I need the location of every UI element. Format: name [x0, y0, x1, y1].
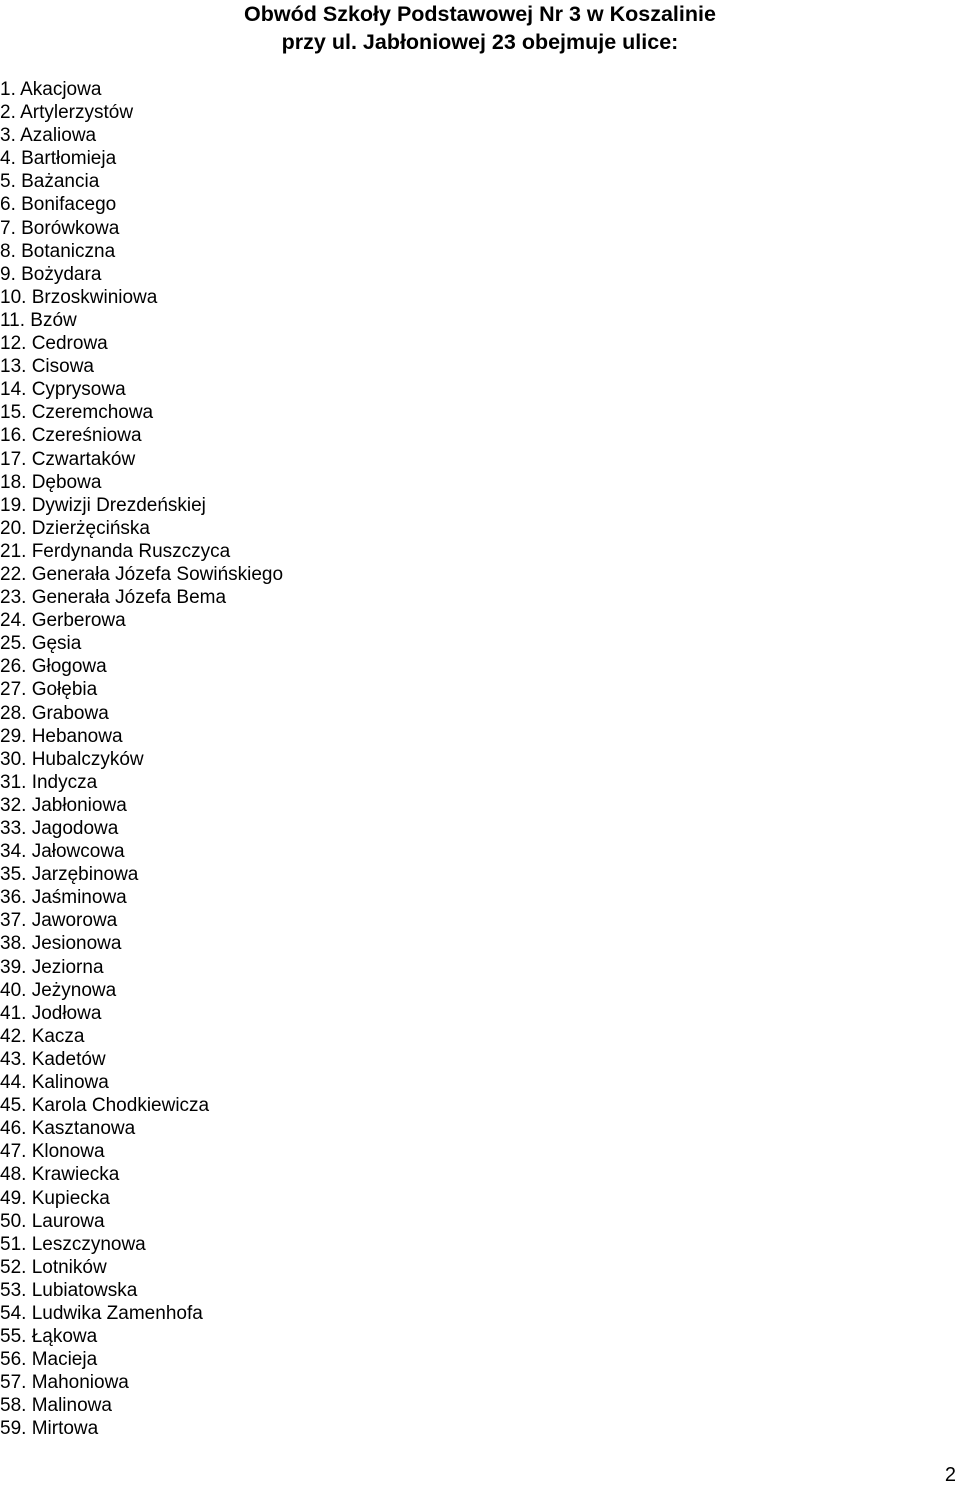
street-list-item: 33. Jagodowa: [0, 818, 119, 839]
street-list-item: 41. Jodłowa: [0, 1002, 102, 1024]
street-list-item: 21. Ferdynanda Ruszczyca: [0, 540, 231, 562]
street-list-item: 48. Krawiecka: [0, 1164, 120, 1186]
street-list-item: 11. Bzów: [0, 309, 77, 331]
street-list-item: 52. Lotników: [0, 1256, 107, 1278]
title-line-2: przy ul. Jabłoniowej 23 obejmuje ulice:: [281, 30, 679, 54]
street-list-item: 32. Jabłoniowa: [0, 794, 127, 816]
street-list-item: 18. Dębowa: [0, 471, 102, 493]
street-list-item: 34. Jałowcowa: [0, 841, 125, 863]
street-list-item: 49. Kupiecka: [0, 1187, 110, 1209]
street-list-item: 36. Jaśminowa: [0, 887, 127, 909]
street-list-item: 2. Artylerzystów: [0, 102, 134, 124]
street-list-item: 25. Gęsia: [0, 633, 82, 655]
street-list-item: 6. Bonifacego: [0, 194, 117, 216]
street-list-item: 10. Brzoskwiniowa: [0, 286, 158, 308]
street-list-item: 55. Łąkowa: [0, 1326, 98, 1348]
street-list-item: 51. Leszczynowa: [0, 1233, 146, 1255]
street-list-item: 27. Gołębia: [0, 679, 98, 701]
street-list-item: 16. Czereśniowa: [0, 425, 142, 447]
street-list-item: 19. Dywizji Drezdeńskiej: [0, 494, 206, 516]
street-list-item: 46. Kasztanowa: [0, 1118, 136, 1140]
street-list-item: 44. Kalinowa: [0, 1072, 109, 1094]
street-list-item: 30. Hubalczyków: [0, 748, 144, 770]
street-list-item: 58. Malinowa: [0, 1395, 112, 1417]
street-list-item: 29. Hebanowa: [0, 725, 123, 747]
street-list-item: 42. Kacza: [0, 1025, 85, 1047]
street-list-item: 37. Jaworowa: [0, 910, 118, 932]
street-list-item: 54. Ludwika Zamenhofa: [0, 1302, 203, 1324]
street-list: [0, 78, 283, 1441]
street-list-item: 23. Generała Józefa Bema: [0, 587, 227, 609]
street-list-item: 35. Jarzębinowa: [0, 864, 139, 886]
street-list-item: 43. Kadetów: [0, 1048, 106, 1070]
street-list-item: 13. Cisowa: [0, 356, 94, 378]
street-list-item: 20. Dzierżęcińska: [0, 517, 150, 539]
street-list-item: 31. Indycza: [0, 771, 98, 793]
street-list-item: 53. Lubiatowska: [0, 1279, 138, 1301]
street-list-item: 40. Jeżynowa: [0, 979, 117, 1001]
street-list-item: 59. Mirtowa: [0, 1418, 99, 1440]
document-title: [200, 0, 760, 56]
street-list-item: 4. Bartłomieja: [0, 148, 117, 170]
street-list-item: 7. Borówkowa: [0, 217, 120, 239]
street-list-item: 56. Macieja: [0, 1349, 98, 1371]
street-list-item: 3. Azaliowa: [0, 125, 97, 147]
street-list-item: 26. Głogowa: [0, 656, 107, 678]
street-list-item: 12. Cedrowa: [0, 333, 108, 355]
street-list-item: 24. Gerberowa: [0, 610, 126, 632]
street-list-item: 1. Akacjowa: [0, 79, 102, 100]
title-line-1: Obwód Szkoły Podstawowej Nr 3 w Koszalinie: [244, 2, 716, 26]
street-list-item: 14. Cyprysowa: [0, 379, 126, 401]
street-list-item: 9. Bożydara: [0, 263, 102, 285]
street-list-item: 50. Laurowa: [0, 1210, 105, 1232]
street-list-item: 38. Jesionowa: [0, 933, 122, 955]
street-list-item: 57. Mahoniowa: [0, 1372, 129, 1394]
street-list-item: 15. Czeremchowa: [0, 402, 154, 424]
street-list-item: 17. Czwartaków: [0, 448, 136, 470]
street-list-item: 39. Jeziorna: [0, 956, 104, 978]
street-list-item: 28. Grabowa: [0, 702, 109, 724]
street-list-item: 8. Botaniczna: [0, 240, 116, 262]
street-list-item: 22. Generała Józefa Sowińskiego: [0, 563, 284, 585]
street-list-item: 47. Klonowa: [0, 1141, 105, 1163]
street-list-item: 45. Karola Chodkiewicza: [0, 1095, 210, 1117]
street-list-item: 5. Bażancia: [0, 171, 100, 193]
page-number: 2: [944, 1464, 956, 1486]
